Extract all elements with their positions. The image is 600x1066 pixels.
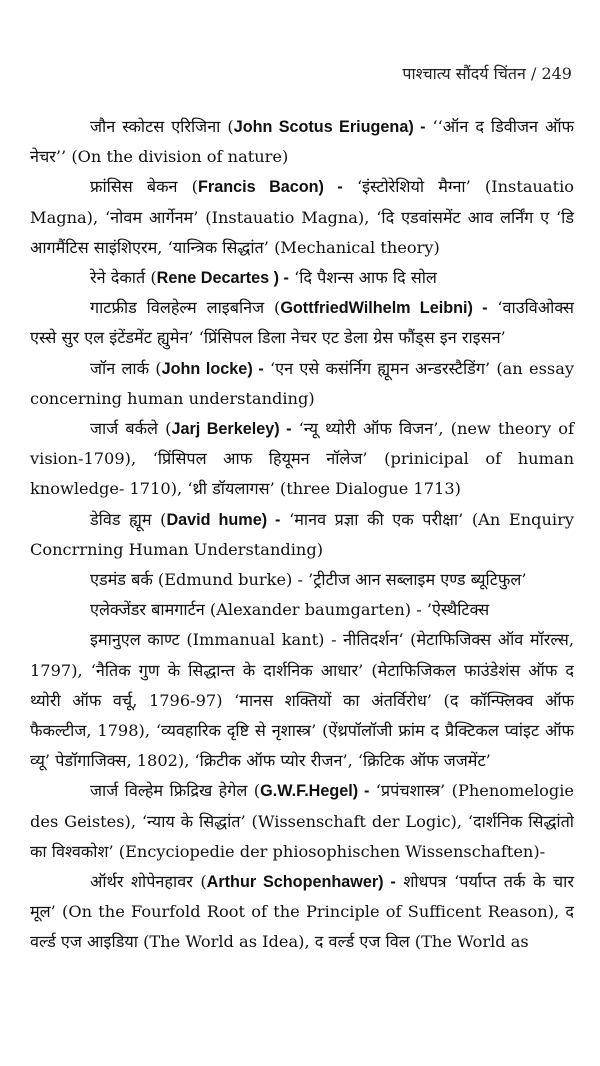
- entry-schopenhauer: [30, 867, 574, 958]
- entry-text: डेविड ह्यूम (: [90, 509, 167, 529]
- entry-text: शोधपत्र ‘पर्याप्त तर्क के चार मूल’ (On the Fourfold Root of the Principle of Sufficent Reason), द वर्ल्ड एज आइडिया (The World as Idea), द वर्ल्ड एज विल (The World as: [30, 872, 574, 952]
- entry-berkeley: [30, 414, 574, 505]
- entry-eriugena: [30, 112, 574, 172]
- entry-hegel: [30, 776, 574, 867]
- entry-bold-name: Francis Bacon) -: [198, 178, 343, 197]
- entry-bold-name: David hume) -: [166, 510, 281, 529]
- entry-bold-name: John locke) -: [161, 359, 264, 378]
- entry-text: एडमंड बर्क (Edmund burke) - ’ट्रीटीज आन सब्लाइम एण्ड ब्यूटिफुल’: [90, 570, 527, 590]
- entry-text: फ्रांसिस बेकन (: [90, 177, 198, 197]
- entry-text: ‘एन एसे कसंर्निग ह्यूमन अन्डरस्टैडिंग’ (an essay concerning human understanding): [30, 358, 574, 408]
- entry-text: जौन स्कोटस एरिजिना (: [90, 117, 234, 136]
- entry-bold-name: Rene Decartes ) -: [156, 269, 289, 288]
- running-header: पाश्चात्य सौंदर्य चिंतन / 249: [402, 64, 572, 83]
- entry-text: ‘इंस्टोरेशियो मैग्ना’ (Instauatio Magna), ‘नोवम आर्गेनम’ (Instauatio Magna), ‘दि एडवांसमेंट आव लर्निंग ए ‘डि आगमैंटिस साइंशिएरम, ‘यान्त्रिक सिद्धांत’ (Mechanical theory): [30, 177, 574, 257]
- entry-hume: [30, 505, 574, 565]
- entry-text: ‘मानव प्रज्ञा की एक परीक्षा’ (An Enquiry Concrrning Human Understanding): [30, 509, 574, 559]
- entries-list: [30, 112, 574, 958]
- entry-text: इमानुएल काण्ट (Immanual kant) - नीतिदर्शन‘ (मेटाफिजिक्स ऑव मॉरल्स, 1797), ‘नैतिक गुण के सिद्धान्त के दार्शनिक आधार’ (मेटाफिजिकल फाउंडेशंस ऑफ द थ्योरी ऑफ वर्चू, 1796-97) ‘मानस शक्तियों का अंतर्विरोध’ (द कॉन्फ्लिक्व ऑफ फैकल्टीज, 1798), ‘व्यवहारिक दृष्टि से नृशास्त्र’ (ऐंथ्रपॉलॉजी फ्रांम द प्रैक्टिकल प्वांइट ऑफ व्यू’ पेडॉगाजिक्स, 1802), ‘क्रिटीक ऑफ प्योर रीजन’, ‘क्रिटिक ऑफ जजमेंट’: [30, 630, 574, 771]
- entry-bold-name: G.W.F.Hegel) -: [260, 782, 370, 801]
- entry-bold-name: John Scotus Eriugena) -: [233, 118, 426, 136]
- entry-bold-name: Jarj Berkeley) -: [171, 420, 292, 439]
- entry-text: ‘‘ऑन द डिवीजन ऑफ नेचर’’ (On the division of nature): [30, 117, 575, 167]
- entry-bold-name: Arthur Schopenhawer) -: [206, 873, 396, 892]
- entry-text: जार्ज बर्कले (: [90, 419, 172, 439]
- entry-leibniz: [30, 293, 574, 353]
- entry-text: एलेक्जेंडर बामगार्टन (Alexander baumgarten) - ’ऐस्थैटिक्स: [90, 600, 490, 620]
- entry-descartes: [30, 263, 574, 293]
- entry-text: जार्ज विल्हेम फ्रिद्रिख हेगेल (: [90, 781, 261, 801]
- entry-kant: [30, 625, 574, 776]
- entry-bacon: [30, 172, 574, 263]
- entry-text: रेने देकार्त (: [90, 268, 157, 288]
- entry-bold-name: GottfriedWilhelm Leibni) -: [280, 299, 488, 318]
- entry-text: गाटफ्रीड विलहेल्म लाइबनिज (: [90, 298, 281, 318]
- entry-text: ऑर्थर शोपेनहावर (: [90, 872, 207, 892]
- entry-baumgarten: [30, 595, 574, 625]
- entry-text: ‘वाउविओक्स एस्से सुर एल इंटेंडमेंट ह्युमेन’ ‘प्रिंसिपल डिला नेचर एट डेला ग्रेस फौंड्स इन राइसन’: [30, 298, 574, 348]
- entry-text: ‘दि पैशन्स आफ दि सोल: [288, 268, 437, 288]
- entry-text: जॉन लार्क (: [90, 358, 162, 378]
- entry-text: ‘न्यू थ्योरी ऑफ विजन’, (new theory of vision-1709), ‘प्रिंसिपल आफ हियूमन नॉलेज’ (prinicipal of human knowledge- 1710), ‘थ्री डॉयलागस’ (three Dialogue 1713): [30, 419, 574, 499]
- entry-locke: [30, 354, 574, 414]
- entry-burke: [30, 565, 574, 595]
- entry-text: ‘प्रपंचशास्त्र’ (Phenomelogie des Geistes), ‘न्याय के सिद्धांत’ (Wissenschaft der Logic), ‘दार्शनिक सिद्धांतो का विश्वकोश’ (Encyciopedie der phiosophischen Wissenschaften)-: [30, 781, 574, 861]
